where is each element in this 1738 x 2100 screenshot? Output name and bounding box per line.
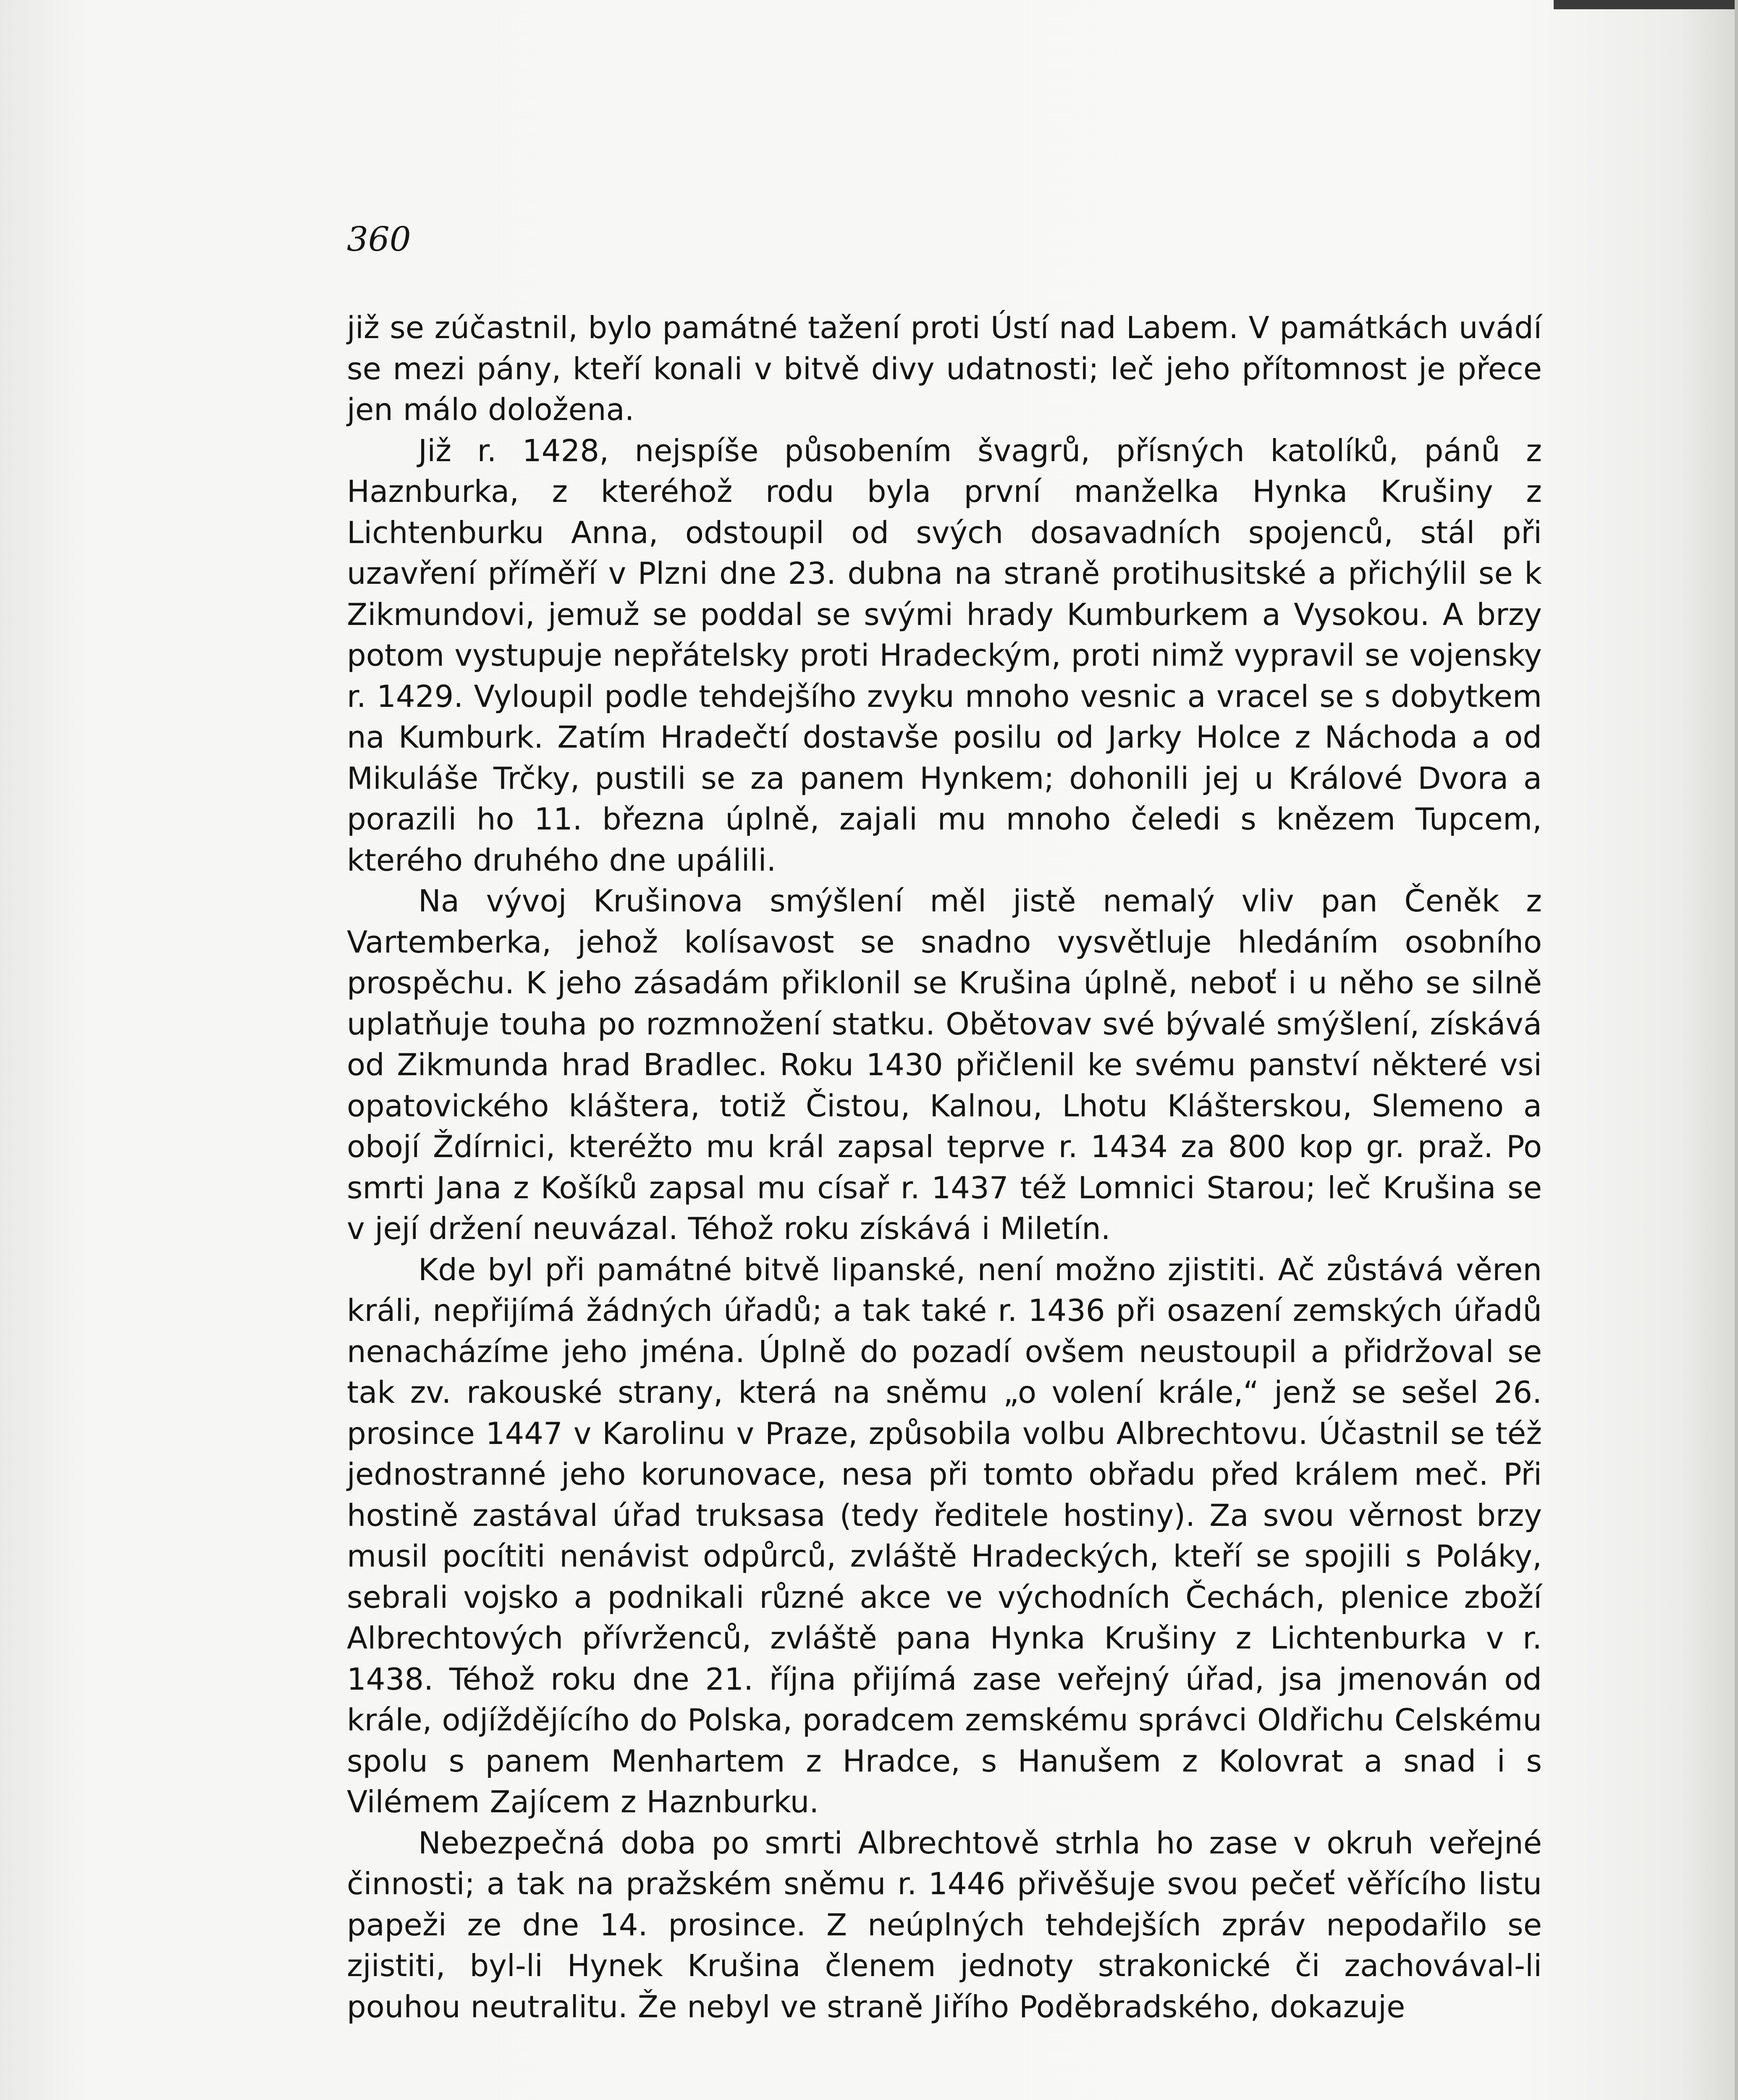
paragraph-1: již se zúčastnil, bylo památné tažení proti Ústí nad Labem. V památkách uvádí se mezi pány, kteří konali v bitvě divy udatnosti; leč jeho přítomnost je přece jen málo doložena.	[347, 310, 1542, 427]
scan-top-edge	[1554, 0, 1738, 9]
scan-right-edge	[1735, 0, 1738, 2100]
paragraph-5: Nebezpečná doba po smrti Albrechtově strhla ho zase v okruh veřejné činnosti; a tak na pražském sněmu r. 1446 přivěšuje svou pečeť věřícího listu papeži ze dne 14. prosince. Z neúplných tehdejších zpráv nepodařilo se zjistiti, byl-li Hynek Krušina členem jednoty strakonické či zachovával-li pouhou neutralitu. Že nebyl ve straně Jiřího Poděbradského, dokazuje	[347, 1825, 1542, 2024]
paragraph-4: Kde byl při památné bitvě lipanské, není možno zjistiti. Ač zůstává věren králi, nepřijímá žádných úřadů; a tak také r. 1436 při osazení zemských úřadů nenacházíme jeho jména. Úplně do pozadí ovšem neustoupil a přidržoval se tak zv. rakouské strany, která na sněmu „o volení krále,“ jenž se sešel 26. prosince 1447 v Karolinu v Praze, způsobila volbu Albrechtovu. Účastnil se též jednostranné jeho korunovace, nesa při tomto obřadu před králem meč. Při hostině zastával úřad truksasa (tedy ředitele hostiny). Za svou věrnost brzy musil pocítiti nenávist odpůrců, zvláště Hradeckých, kteří se spojili s Poláky, sebrali vojsko a podnikali různé akce ve východních Čechách, plenice zboží Albrechtových přívrženců, zvláště pana Hynka Krušiny z Lichtenburka v r. 1438. Téhož roku dne 21. října přijímá zase veřejný úřad, jsa jmenován od krále, odjíždějícího do Polska, poradcem zemskému správci Oldřichu Celskému spolu s panem Menhartem z Hradce, s Hanušem z Kolovrat a snad i s Vilémem Zajícem z Haznburku.	[347, 1252, 1542, 1819]
paragraph-3: Na vývoj Krušinova smýšlení měl jistě nemalý vliv pan Čeněk z Vartemberka, jehož kolísavost se snadno vysvětluje hledáním osobního prospěchu. K jeho zásadám přiklonil se Krušina úplně, neboť i u něho se silně uplatňuje touha po rozmnožení statku. Obětovav své bývalé smýšlení, získává od Zikmunda hrad Bradlec. Roku 1430 přičlenil ke svému panství některé vsi opatovického kláštera, totiž Čistou, Kalnou, Lhotu Klášterskou, Slemeno a obojí Ždírnici, kteréžto mu král zapsal teprve r. 1434 za 800 kop gr. praž. Po smrti Jana z Košíků zapsal mu císař r. 1437 též Lomnici Starou; leč Krušina se v její držení neuvázal. Téhož roku získává i Miletín.	[347, 883, 1542, 1246]
page-number: 360	[347, 220, 411, 259]
body-text	[347, 307, 1542, 2027]
paragraph-2: Již r. 1428, nejspíše působením švagrů, přísných katolíků, pánů z Haznburka, z kteréhož rodu byla první manželka Hynka Krušiny z Lichtenburku Anna, odstoupil od svých dosavadních spojenců, stál při uzavření příměří v Plzni dne 23. dubna na straně protihusitské a přichýlil se k Zikmundovi, jemuž se poddal se svými hrady Kumburkem a Vysokou. A brzy potom vystupuje nepřátelsky proti Hradeckým, proti nimž vypravil se vojensky r. 1429. Vyloupil podle tehdejšího zvyku mnoho vesnic a vracel se s dobytkem na Kumburk. Zatím Hradečtí dostavše posilu od Jarky Holce z Náchoda a od Mikuláše Trčky, pustili se za panem Hynkem; dohonili jej u Králové Dvora a porazili ho 11. března úplně, zajali mu mnoho čeledi s knězem Tupcem, kterého druhého dne upálili.	[347, 433, 1542, 878]
